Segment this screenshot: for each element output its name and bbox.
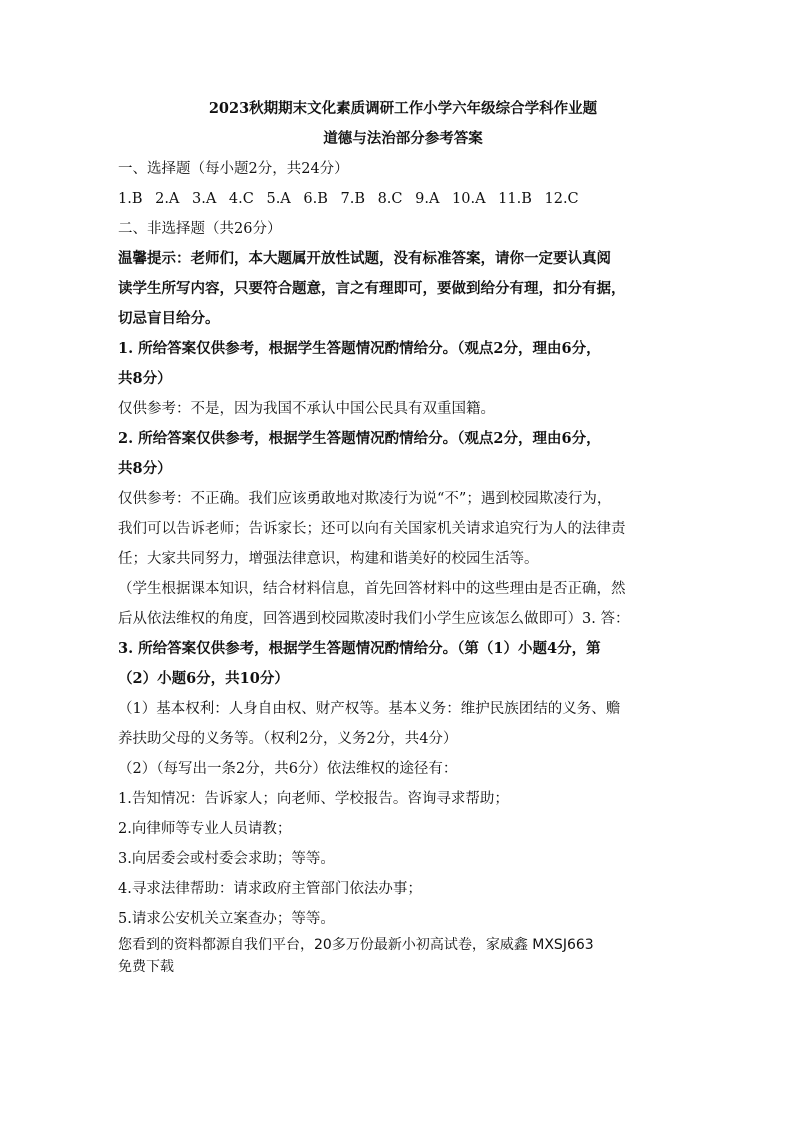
q3-part2-item: 4.寻求法律帮助：请求政府主管部门依法办事； — [118, 881, 422, 897]
q2-answer: 任；大家共同努力，增强法律意识，构建和谐美好的校园生活等。 — [118, 551, 539, 567]
q3-part2-item: 3.向居委会或村委会求助；等等。 — [118, 851, 335, 867]
q2-answer: 仅供参考：不正确。我们应该勇敢地对欺凌行为说“不”；遇到校园欺凌行为， — [118, 491, 612, 507]
section1-heading: 一、选择题（每小题2分，共24分） — [118, 161, 349, 177]
q1-heading: 共8分） — [118, 370, 172, 387]
q3-part2-item: 2.向律师等专业人员请教； — [118, 821, 292, 837]
tip-line: 温馨提示：老师们，本大题属开放性试题，没有标准答案，请你一定要认真阅 — [118, 250, 611, 267]
q3-part1: 养扶助父母的义务等。（权利2分，义务2分，共4分） — [118, 731, 458, 747]
q3-heading: （2）小题6分，共10分） — [118, 670, 289, 687]
q3-part1: （1）基本权利：人身自由权、财产权等。基本义务：维护民族团结的义务、赡 — [118, 701, 621, 717]
doc-subtitle: 道德与法治部分参考答案 — [323, 130, 483, 147]
tip-line: 读学生所写内容，只要符合题意，言之有理即可，要做到给分有理，扣分有据， — [118, 280, 626, 297]
footer-note: 免费下载 — [118, 959, 174, 975]
q3-heading: 3. 所给答案仅供参考，根据学生答题情况酌情给分。（第（1）小题4分，第 — [118, 640, 601, 657]
q3-part2-item: 1.告知情况：告诉家人；向老师、学校报告。咨询寻求帮助； — [118, 791, 509, 807]
q3-part2-heading: （2）（每写出一条2分，共6分）依法维权的途径有： — [118, 761, 458, 777]
q2-heading: 2. 所给答案仅供参考，根据学生答题情况酌情给分。（观点2分，理由6分， — [118, 430, 601, 447]
q2-answer: 我们可以告诉老师；告诉家长；还可以向有关国家机关请求追究行为人的法律责 — [118, 521, 626, 537]
q2-heading: 共8分） — [118, 460, 172, 477]
answer-sheet — [118, 94, 688, 978]
q1-answer: 仅供参考：不是，因为我国不承认中国公民具有双重国籍。 — [118, 401, 495, 417]
q1-heading: 1. 所给答案仅供参考，根据学生答题情况酌情给分。（观点2分，理由6分， — [118, 340, 601, 357]
section1-answers: 1.B 2.A 3.A 4.C 5.A 6.B 7.B 8.C 9.A 10.A 11.B 12.C — [118, 191, 579, 207]
footer-note: 您看到的资料都源自我们平台，20多万份最新小初高试卷，家威鑫 MXSJ663 — [118, 937, 594, 953]
q2-answer: 后从依法维权的角度，回答遇到校园欺凌时我们小学生应该怎么做即可）3. 答： — [118, 611, 630, 627]
q2-answer: （学生根据课本知识，结合材料信息，首先回答材料中的这些理由是否正确，然 — [118, 581, 626, 597]
section2-heading: 二、非选择题（共26分） — [118, 221, 282, 237]
doc-title: 2023秋期期末文化素质调研工作小学六年级综合学科作业题 — [208, 100, 598, 117]
tip-line: 切忌盲目给分。 — [118, 310, 220, 327]
q3-part2-item: 5.请求公安机关立案查办；等等。 — [118, 911, 335, 927]
